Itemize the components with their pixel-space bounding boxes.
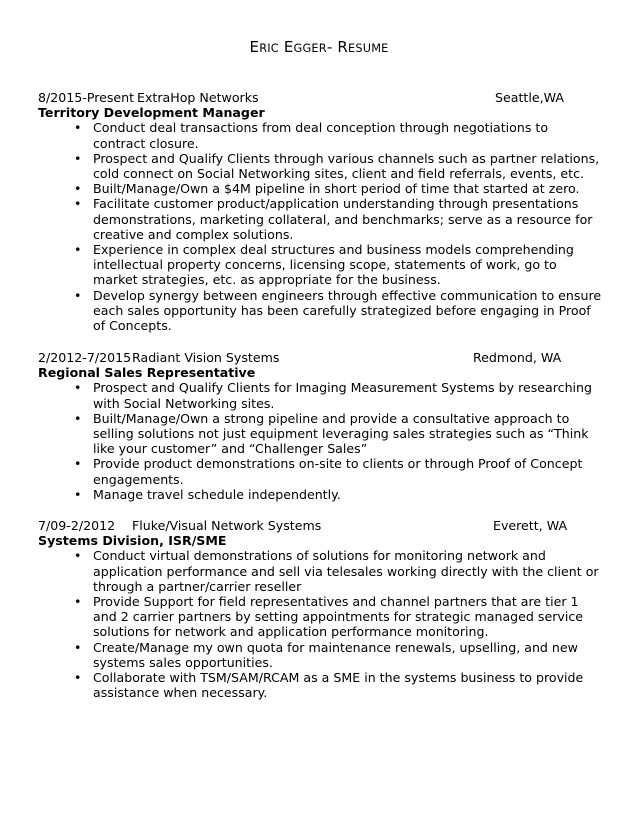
list-item-text: Prospect and Qualify Clients for Imaging Measurement Systems by researching with Social Networking sites. — [93, 380, 593, 411]
title-separator: - — [326, 38, 338, 56]
job-entry-fluke — [38, 518, 608, 700]
list-item — [38, 380, 608, 410]
title-first-initial: E — [249, 38, 260, 56]
job-bullet-list — [38, 120, 608, 333]
job-company: ExtraHop Networks — [137, 90, 259, 105]
job-header — [38, 350, 608, 365]
job-company: Fluke/Visual Network Systems — [132, 518, 322, 533]
list-item-text: Experience in complex deal structures and business models comprehending intellectual property concerns, licensing scope, statements of work, go to market strategies, etc. as appropriate for the business. — [93, 242, 574, 288]
bullet-icon: • — [74, 670, 82, 686]
job-dates: 8/2015-Present — [38, 90, 135, 105]
list-item-text: Collaborate with TSM/SAM/RCAM as a SME in the systems business to provide assistance when necessary. — [93, 670, 584, 701]
list-item — [38, 640, 608, 670]
job-entry-extrahop — [38, 90, 608, 333]
job-location: Seattle,WA — [495, 90, 564, 105]
bullet-icon: • — [74, 548, 82, 564]
title-last-rest: GGER — [293, 42, 327, 55]
list-item-text: Conduct deal transactions from deal conception through negotiations to contract closure. — [93, 120, 549, 151]
resume-title — [0, 40, 638, 56]
bullet-icon: • — [74, 410, 82, 426]
list-item-text: Facilitate customer product/application understanding through presentations demonstrations, marketing collateral, and benchmarks; serve as a resource for creative and complex solutions. — [93, 196, 593, 242]
bullet-icon: • — [74, 196, 82, 212]
job-company: Radiant Vision Systems — [132, 350, 280, 365]
bullet-icon: • — [74, 594, 82, 609]
bullet-icon: • — [74, 150, 82, 166]
bullet-icon: • — [74, 287, 82, 303]
job-role: Systems Division, ISR/SME — [38, 533, 227, 549]
job-dates: 2/2012-7/2015 — [38, 350, 132, 365]
bullet-icon: • — [74, 181, 82, 197]
job-dates: 7/09-2/2012 — [38, 518, 116, 533]
list-item — [38, 411, 608, 457]
job-header — [38, 90, 608, 105]
list-item-text: Conduct virtual demonstrations of solutions for monitoring network and application performance and sell via telesales working directly with the client or through a partner/carrier reseller — [93, 548, 599, 594]
list-item — [38, 487, 608, 502]
bullet-icon: • — [74, 456, 82, 472]
list-item — [38, 288, 608, 334]
list-item — [38, 242, 608, 288]
list-item-text: Develop synergy between engineers through effective communication to ensure each sales opportunity has been carefully strategized before engaging in Proof of Concepts. — [93, 287, 602, 334]
list-item-text: Prospect and Qualify Clients through various channels such as partner relations, cold connect on Social Networking sites, client and field referrals, events, etc. — [93, 150, 600, 181]
list-item-text: Provide product demonstrations on-site to clients or through Proof of Concept engagements. — [93, 456, 583, 487]
list-item-text: Provide Support for field representatives and channel partners that are tier 1 and 2 carrier partners by setting appointments for strategic managed service solutions for network and application performance monitoring. — [93, 594, 584, 640]
job-bullet-list — [38, 380, 608, 502]
list-item — [38, 181, 608, 196]
title-first-rest: RIC — [259, 42, 279, 55]
list-item — [38, 151, 608, 181]
list-item — [38, 456, 608, 486]
list-item-text: Built/Manage/Own a $4M pipeline in short period of time that started at zero. — [93, 181, 580, 197]
list-item-text: Create/Manage my own quota for maintenance renewals, upselling, and new systems sales opportunities. — [93, 639, 578, 670]
title-doc-rest: ESUME — [348, 42, 389, 55]
bullet-icon: • — [74, 380, 82, 396]
job-bullet-list — [38, 548, 608, 700]
job-location: Redmond, WA — [473, 350, 562, 365]
list-item — [38, 548, 608, 594]
list-item — [38, 196, 608, 242]
job-role: Regional Sales Representative — [38, 365, 256, 381]
job-role: Territory Development Manager — [38, 105, 265, 121]
bullet-icon: • — [74, 486, 82, 502]
job-location: Everett, WA — [493, 518, 568, 533]
job-entry-radiant — [38, 350, 608, 502]
bullet-icon: • — [74, 120, 82, 136]
list-item — [38, 594, 608, 640]
list-item — [38, 120, 608, 150]
job-header — [38, 518, 608, 533]
bullet-icon: • — [74, 639, 82, 655]
title-doc-initial: R — [337, 38, 349, 56]
list-item-text: Built/Manage/Own a strong pipeline and provide a consultative approach to selling solutions not just equipment leveraging sales strategies such as “Think like your customer” and “Challenger Sales” — [93, 410, 589, 457]
title-last-initial: E — [283, 38, 294, 56]
list-item — [38, 670, 608, 700]
list-item-text: Manage travel schedule independently. — [93, 486, 341, 502]
bullet-icon: • — [74, 242, 82, 258]
